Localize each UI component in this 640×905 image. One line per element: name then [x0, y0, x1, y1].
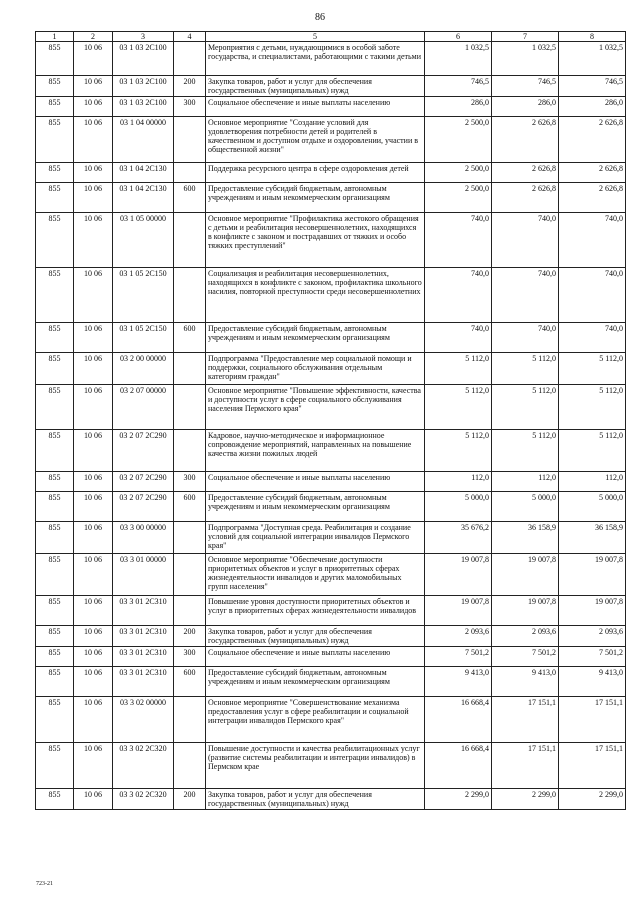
expense-type-cell: [174, 522, 206, 554]
amount-col8-cell: 2 626,8: [559, 183, 626, 213]
expense-type-cell: [174, 596, 206, 626]
column-header: 3: [113, 32, 174, 42]
description-cell: Предоставление субсидий бюджетным, автономным учреждениям и иным некоммерческим организациям: [206, 323, 425, 353]
amount-col6-cell: 35 676,2: [425, 522, 492, 554]
target-article-cell: 03 1 03 2С100: [113, 76, 174, 97]
ministry-code-cell: 855: [36, 667, 74, 697]
table-row: [36, 353, 626, 385]
column-header: 4: [174, 32, 206, 42]
amount-col7-cell: 2 626,8: [492, 183, 559, 213]
ministry-code-cell: 855: [36, 183, 74, 213]
amount-col8-cell: 746,5: [559, 76, 626, 97]
amount-col6-cell: 740,0: [425, 268, 492, 323]
target-article-cell: 03 3 02 2С320: [113, 789, 174, 810]
description-cell: Основное мероприятие "Совершенствование механизма предоставления услуг в сфере реабилитации и социальной интеграции инвалидов Пермского края": [206, 697, 425, 743]
section-code-cell: 10 06: [74, 554, 113, 596]
section-code-cell: 10 06: [74, 492, 113, 522]
expense-type-cell: [174, 430, 206, 472]
amount-col8-cell: 740,0: [559, 213, 626, 268]
target-article-cell: 03 2 00 00000: [113, 353, 174, 385]
target-article-cell: 03 3 00 00000: [113, 522, 174, 554]
ministry-code-cell: 855: [36, 626, 74, 647]
table-body: [36, 42, 626, 810]
amount-col6-cell: 16 668,4: [425, 697, 492, 743]
expense-type-cell: [174, 743, 206, 789]
target-article-cell: 03 3 01 00000: [113, 554, 174, 596]
target-article-cell: 03 1 04 00000: [113, 117, 174, 163]
ministry-code-cell: 855: [36, 472, 74, 492]
table-row: [36, 117, 626, 163]
section-code-cell: 10 06: [74, 163, 113, 183]
amount-col7-cell: 19 007,8: [492, 554, 559, 596]
column-number-row: [36, 32, 626, 42]
amount-col7-cell: 286,0: [492, 97, 559, 117]
target-article-cell: 03 1 05 00000: [113, 213, 174, 268]
amount-col8-cell: 19 007,8: [559, 554, 626, 596]
description-cell: Повышение уровня доступности приоритетных объектов и услуг в приоритетных сферах жизнедеятельности инвалидов: [206, 596, 425, 626]
description-cell: Подпрограмма "Доступная среда. Реабилитация и создание условий для социальной интеграции инвалидов Пермского края": [206, 522, 425, 554]
description-cell: Социальное обеспечение и иные выплаты населению: [206, 472, 425, 492]
amount-col6-cell: 5 112,0: [425, 385, 492, 430]
table-row: [36, 268, 626, 323]
amount-col7-cell: 740,0: [492, 213, 559, 268]
amount-col7-cell: 17 151,1: [492, 743, 559, 789]
page-number: 86: [315, 12, 325, 23]
amount-col8-cell: 5 112,0: [559, 353, 626, 385]
section-code-cell: 10 06: [74, 789, 113, 810]
amount-col6-cell: 112,0: [425, 472, 492, 492]
section-code-cell: 10 06: [74, 117, 113, 163]
expense-type-cell: 600: [174, 667, 206, 697]
amount-col6-cell: 740,0: [425, 323, 492, 353]
amount-col7-cell: 1 032,5: [492, 42, 559, 76]
amount-col8-cell: 2 626,8: [559, 117, 626, 163]
target-article-cell: 03 2 07 00000: [113, 385, 174, 430]
section-code-cell: 10 06: [74, 323, 113, 353]
amount-col7-cell: 5 112,0: [492, 430, 559, 472]
target-article-cell: 03 2 07 2С290: [113, 430, 174, 472]
ministry-code-cell: 855: [36, 117, 74, 163]
amount-col7-cell: 36 158,9: [492, 522, 559, 554]
amount-col8-cell: 740,0: [559, 323, 626, 353]
section-code-cell: 10 06: [74, 596, 113, 626]
column-header: 7: [492, 32, 559, 42]
amount-col7-cell: 19 007,8: [492, 596, 559, 626]
amount-col8-cell: 2 093,6: [559, 626, 626, 647]
amount-col8-cell: 5 112,0: [559, 430, 626, 472]
amount-col7-cell: 112,0: [492, 472, 559, 492]
ministry-code-cell: 855: [36, 522, 74, 554]
table-row: [36, 430, 626, 472]
target-article-cell: 03 3 02 2С320: [113, 743, 174, 789]
amount-col6-cell: 9 413,0: [425, 667, 492, 697]
description-cell: Основное мероприятие "Профилактика жестокого обращения с детьми и реабилитация несовершеннолетних, находящихся в конфликте с законом и пострадавших от тяжких и особо тяжких преступлений": [206, 213, 425, 268]
amount-col6-cell: 5 112,0: [425, 353, 492, 385]
ministry-code-cell: 855: [36, 647, 74, 667]
table-row: [36, 76, 626, 97]
section-code-cell: 10 06: [74, 385, 113, 430]
table-row: [36, 323, 626, 353]
ministry-code-cell: 855: [36, 430, 74, 472]
ministry-code-cell: 855: [36, 353, 74, 385]
description-cell: Предоставление субсидий бюджетным, автономным учреждениям и иным некоммерческим организациям: [206, 667, 425, 697]
section-code-cell: 10 06: [74, 213, 113, 268]
target-article-cell: 03 1 04 2С130: [113, 163, 174, 183]
section-code-cell: 10 06: [74, 522, 113, 554]
amount-col7-cell: 2 093,6: [492, 626, 559, 647]
ministry-code-cell: 855: [36, 596, 74, 626]
table-row: [36, 472, 626, 492]
target-article-cell: 03 1 05 2С150: [113, 323, 174, 353]
amount-col8-cell: 112,0: [559, 472, 626, 492]
expense-type-cell: [174, 117, 206, 163]
amount-col7-cell: 740,0: [492, 268, 559, 323]
section-code-cell: 10 06: [74, 76, 113, 97]
table-row: [36, 626, 626, 647]
section-code-cell: 10 06: [74, 183, 113, 213]
table-row: [36, 385, 626, 430]
amount-col7-cell: 5 000,0: [492, 492, 559, 522]
ministry-code-cell: 855: [36, 385, 74, 430]
target-article-cell: 03 3 01 2С310: [113, 647, 174, 667]
description-cell: Подпрограмма "Предоставление мер социальной помощи и поддержки, социального обслуживания отдельным категориям граждан": [206, 353, 425, 385]
table-row: [36, 492, 626, 522]
amount-col7-cell: 2 626,8: [492, 117, 559, 163]
amount-col6-cell: 740,0: [425, 213, 492, 268]
amount-col6-cell: 16 668,4: [425, 743, 492, 789]
amount-col6-cell: 19 007,8: [425, 596, 492, 626]
expense-type-cell: [174, 213, 206, 268]
expense-type-cell: 200: [174, 789, 206, 810]
amount-col6-cell: 746,5: [425, 76, 492, 97]
target-article-cell: 03 2 07 2С290: [113, 472, 174, 492]
target-article-cell: 03 2 07 2С290: [113, 492, 174, 522]
expense-type-cell: 300: [174, 647, 206, 667]
description-cell: Социализация и реабилитация несовершеннолетних, находящихся в конфликте с законом, профилактика школьного насилия, повторной преступности среди несовершеннолетних: [206, 268, 425, 323]
description-cell: Закупка товаров, работ и услуг для обеспечения государственных (муниципальных) нужд: [206, 626, 425, 647]
amount-col6-cell: 2 500,0: [425, 163, 492, 183]
amount-col8-cell: 36 158,9: [559, 522, 626, 554]
table-row: [36, 213, 626, 268]
column-header: 2: [74, 32, 113, 42]
section-code-cell: 10 06: [74, 647, 113, 667]
expense-type-cell: 200: [174, 626, 206, 647]
amount-col7-cell: 740,0: [492, 323, 559, 353]
amount-col8-cell: 19 007,8: [559, 596, 626, 626]
amount-col8-cell: 5 000,0: [559, 492, 626, 522]
ministry-code-cell: 855: [36, 268, 74, 323]
table-row: [36, 42, 626, 76]
ministry-code-cell: 855: [36, 213, 74, 268]
description-cell: Мероприятия с детьми, нуждающимися в особой заботе государства, и специалистами, работающими с такими детьми: [206, 42, 425, 76]
amount-col8-cell: 2 626,8: [559, 163, 626, 183]
ministry-code-cell: 855: [36, 554, 74, 596]
amount-col7-cell: 9 413,0: [492, 667, 559, 697]
column-header: 5: [206, 32, 425, 42]
amount-col6-cell: 286,0: [425, 97, 492, 117]
amount-col6-cell: 2 093,6: [425, 626, 492, 647]
section-code-cell: 10 06: [74, 268, 113, 323]
ministry-code-cell: 855: [36, 42, 74, 76]
target-article-cell: 03 3 01 2С310: [113, 626, 174, 647]
amount-col6-cell: 19 007,8: [425, 554, 492, 596]
description-cell: Поддержка ресурсного центра в сфере оздоровления детей: [206, 163, 425, 183]
expense-type-cell: 200: [174, 76, 206, 97]
ministry-code-cell: 855: [36, 163, 74, 183]
amount-col8-cell: 17 151,1: [559, 743, 626, 789]
amount-col7-cell: 7 501,2: [492, 647, 559, 667]
description-cell: Социальное обеспечение и иные выплаты населению: [206, 97, 425, 117]
target-article-cell: 03 1 04 2С130: [113, 183, 174, 213]
table-row: [36, 596, 626, 626]
section-code-cell: 10 06: [74, 430, 113, 472]
expense-type-cell: [174, 268, 206, 323]
amount-col7-cell: 5 112,0: [492, 385, 559, 430]
description-cell: Предоставление субсидий бюджетным, автономным учреждениям и иным некоммерческим организациям: [206, 183, 425, 213]
table-row: [36, 163, 626, 183]
footer-code: 723-21: [36, 881, 53, 887]
amount-col6-cell: 5 112,0: [425, 430, 492, 472]
ministry-code-cell: 855: [36, 789, 74, 810]
description-cell: Основное мероприятие "Обеспечение доступности приоритетных объектов и услуг в приоритетных сферах жизнедеятельности инвалидов и других маломобильных групп населения": [206, 554, 425, 596]
expense-type-cell: 300: [174, 97, 206, 117]
expense-type-cell: 300: [174, 472, 206, 492]
amount-col8-cell: 286,0: [559, 97, 626, 117]
amount-col7-cell: 17 151,1: [492, 697, 559, 743]
expense-type-cell: [174, 385, 206, 430]
amount-col6-cell: 2 299,0: [425, 789, 492, 810]
amount-col6-cell: 5 000,0: [425, 492, 492, 522]
description-cell: Социальное обеспечение и иные выплаты населению: [206, 647, 425, 667]
description-cell: Основное мероприятие "Повышение эффективности, качества и доступности услуг в сфере социального обслуживания населения Пермского края": [206, 385, 425, 430]
amount-col7-cell: 2 626,8: [492, 163, 559, 183]
table-row: [36, 554, 626, 596]
ministry-code-cell: 855: [36, 323, 74, 353]
description-cell: Основное мероприятие "Создание условий для удовлетворения потребности детей и родителей в качественном и доступном отдыхе и оздоровлении, участии в общественной жизни": [206, 117, 425, 163]
amount-col8-cell: 740,0: [559, 268, 626, 323]
section-code-cell: 10 06: [74, 743, 113, 789]
expense-type-cell: [174, 353, 206, 385]
table-row: [36, 97, 626, 117]
target-article-cell: 03 3 01 2С310: [113, 667, 174, 697]
expense-type-cell: 600: [174, 323, 206, 353]
ministry-code-cell: 855: [36, 76, 74, 97]
section-code-cell: 10 06: [74, 472, 113, 492]
column-header: 1: [36, 32, 74, 42]
amount-col6-cell: 1 032,5: [425, 42, 492, 76]
table-row: [36, 789, 626, 810]
amount-col6-cell: 2 500,0: [425, 183, 492, 213]
expense-type-cell: 600: [174, 492, 206, 522]
description-cell: Закупка товаров, работ и услуг для обеспечения государственных (муниципальных) нужд: [206, 76, 425, 97]
amount-col8-cell: 9 413,0: [559, 667, 626, 697]
expense-type-cell: [174, 42, 206, 76]
column-header: 8: [559, 32, 626, 42]
description-cell: Кадровое, научно-методическое и информационное сопровождение мероприятий, направленных на повышение качества жизни пожилых людей: [206, 430, 425, 472]
table-row: [36, 667, 626, 697]
amount-col8-cell: 7 501,2: [559, 647, 626, 667]
table-row: [36, 697, 626, 743]
amount-col8-cell: 17 151,1: [559, 697, 626, 743]
table-row: [36, 647, 626, 667]
expense-type-cell: [174, 163, 206, 183]
amount-col6-cell: 7 501,2: [425, 647, 492, 667]
ministry-code-cell: 855: [36, 697, 74, 743]
amount-col7-cell: 2 299,0: [492, 789, 559, 810]
description-cell: Закупка товаров, работ и услуг для обеспечения государственных (муниципальных) нужд: [206, 789, 425, 810]
target-article-cell: 03 1 03 2С100: [113, 97, 174, 117]
amount-col7-cell: 746,5: [492, 76, 559, 97]
section-code-cell: 10 06: [74, 667, 113, 697]
amount-col7-cell: 5 112,0: [492, 353, 559, 385]
description-cell: Предоставление субсидий бюджетным, автономным учреждениям и иным некоммерческим организациям: [206, 492, 425, 522]
section-code-cell: 10 06: [74, 42, 113, 76]
column-header: 6: [425, 32, 492, 42]
table-row: [36, 183, 626, 213]
table-row: [36, 743, 626, 789]
expense-type-cell: 600: [174, 183, 206, 213]
table-row: [36, 522, 626, 554]
ministry-code-cell: 855: [36, 97, 74, 117]
expense-type-cell: [174, 554, 206, 596]
ministry-code-cell: 855: [36, 492, 74, 522]
target-article-cell: 03 1 05 2С150: [113, 268, 174, 323]
section-code-cell: 10 06: [74, 97, 113, 117]
expense-type-cell: [174, 697, 206, 743]
section-code-cell: 10 06: [74, 697, 113, 743]
amount-col8-cell: 1 032,5: [559, 42, 626, 76]
amount-col8-cell: 5 112,0: [559, 385, 626, 430]
amount-col8-cell: 2 299,0: [559, 789, 626, 810]
section-code-cell: 10 06: [74, 626, 113, 647]
target-article-cell: 03 3 01 2С310: [113, 596, 174, 626]
target-article-cell: 03 1 03 2С100: [113, 42, 174, 76]
target-article-cell: 03 3 02 00000: [113, 697, 174, 743]
amount-col6-cell: 2 500,0: [425, 117, 492, 163]
budget-table: [35, 31, 626, 810]
description-cell: Повышение доступности и качества реабилитационных услуг (развитие системы реабилитации и интеграции инвалидов) в Пермском крае: [206, 743, 425, 789]
section-code-cell: 10 06: [74, 353, 113, 385]
ministry-code-cell: 855: [36, 743, 74, 789]
